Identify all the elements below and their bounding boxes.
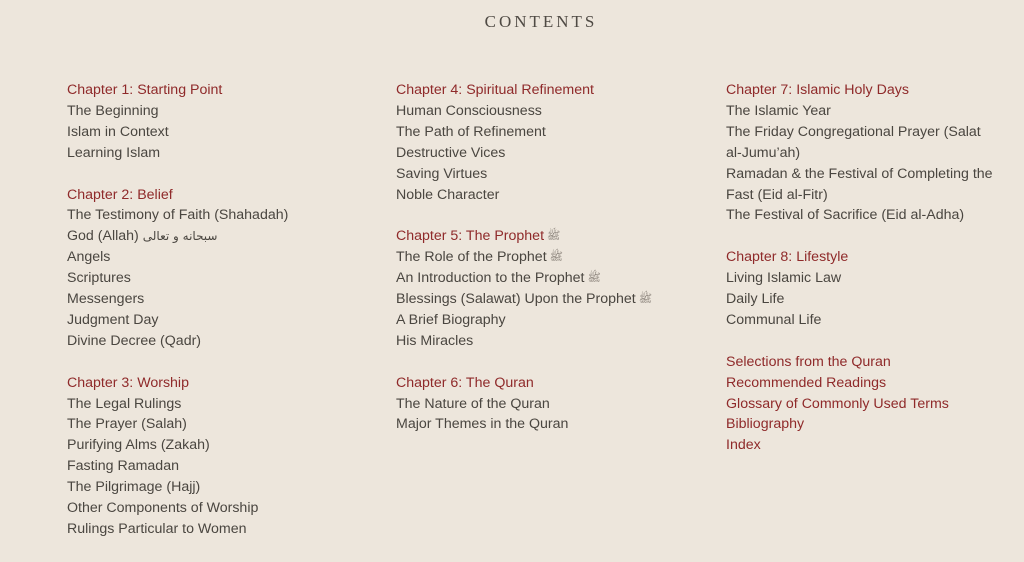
chapter-2-group [67,185,367,352]
toc-item[interactable]: The Path of Refinement [396,123,546,140]
salawat-icon: ﷺ [547,230,561,243]
chapter-1-group [67,80,367,164]
toc-item[interactable]: Rulings Particular to Women [67,521,247,537]
toc-item[interactable]: Saving Virtues [396,165,488,182]
salawat-icon: ﷺ [587,272,601,285]
toc-column-2 [396,80,696,456]
chapter-8-heading[interactable]: Chapter 8: Lifestyle [726,249,849,266]
arabic-honorific: سبحانه و تعالى [142,229,218,244]
toc-item[interactable]: Noble Character [396,186,500,203]
toc-item[interactable]: Purifying Alms (Zakah) [67,437,210,454]
toc-item[interactable]: Judgment Day [67,311,159,328]
chapter-7-heading[interactable]: Chapter 7: Islamic Holy Days [726,82,909,98]
toc-item[interactable] [396,247,696,268]
toc-item[interactable]: Human Consciousness [396,102,542,119]
appendix-link[interactable]: Recommended Readings [726,374,887,391]
page-title: CONTENTS [484,12,598,31]
toc-item[interactable]: The Friday Congregational Prayer (Salat al-Jumu’ah) [726,123,981,161]
toc-item[interactable]: The Nature of the Quran [396,395,550,412]
toc-item-label: The Role of the Prophet [396,249,547,266]
toc-item-label: Blessings (Salawat) Upon the Prophet [396,291,636,308]
appendix-link[interactable]: Selections from the Quran [726,353,891,370]
toc-item[interactable]: The Testimony of Faith (Shahadah) [67,207,289,224]
toc-item[interactable]: Other Components of Worship [67,500,259,517]
chapter-6-group [396,373,696,436]
toc-item[interactable]: The Islamic Year [726,102,831,119]
appendix-link[interactable]: Glossary of Commonly Used Terms [726,395,949,412]
chapter-3-group [67,373,367,540]
toc-item[interactable]: Destructive Vices [396,144,506,161]
toc-item[interactable]: The Festival of Sacrifice (Eid al-Adha) [726,207,965,224]
chapter-5-group [396,226,696,351]
toc-item-label: God (Allah) [67,228,139,245]
toc-item[interactable]: Divine Decree (Qadr) [67,332,202,349]
chapter-4-group [396,80,696,205]
toc-item[interactable]: The Pilgrimage (Hajj) [67,479,201,496]
toc-item[interactable]: A Brief Biography [396,311,506,328]
salawat-icon: ﷺ [549,251,563,264]
chapter-4-heading[interactable]: Chapter 4: Spiritual Refinement [396,82,594,98]
chapter-3-heading[interactable]: Chapter 3: Worship [67,374,189,391]
chapter-7-group [726,80,998,226]
toc-item[interactable]: Major Themes in the Quran [396,416,569,433]
toc-item[interactable]: Learning Islam [67,144,161,161]
toc-item-label: An Introduction to the Prophet [396,270,585,287]
chapter-5-heading-label: Chapter 5: The Prophet [396,228,545,245]
chapter-2-heading[interactable]: Chapter 2: Belief [67,186,173,203]
toc-item[interactable]: The Beginning [67,102,159,119]
toc-column-1 [67,80,367,561]
toc-item[interactable]: Fasting Ramadan [67,458,179,475]
toc-item[interactable]: Daily Life [726,291,785,308]
toc-column-3 [726,80,998,477]
toc-item[interactable]: The Prayer (Salah) [67,416,187,433]
chapter-6-heading[interactable]: Chapter 6: The Quran [396,374,534,391]
toc-item-god[interactable] [67,226,367,247]
toc-item[interactable]: Angels [67,249,111,266]
toc-item[interactable] [396,289,696,310]
toc-item[interactable]: Living Islamic Law [726,270,842,287]
toc-item[interactable]: The Legal Rulings [67,395,182,412]
salawat-icon: ﷺ [638,293,653,306]
toc-item[interactable]: Messengers [67,291,145,308]
chapter-1-heading[interactable]: Chapter 1: Starting Point [67,82,223,98]
toc-item[interactable]: His Miracles [396,332,474,349]
appendix-link[interactable]: Index [726,437,761,454]
toc-item[interactable] [396,268,696,289]
chapter-5-heading[interactable] [396,226,696,247]
toc-item[interactable]: Communal Life [726,311,822,328]
appendix-link[interactable]: Bibliography [726,416,805,433]
toc-item[interactable]: Scriptures [67,270,131,287]
toc-item[interactable]: Islam in Context [67,123,169,140]
appendix-group [726,352,998,457]
toc-item[interactable]: Ramadan & the Festival of Completing the Fast (Eid al-Fitr) [726,165,993,203]
chapter-8-group [726,247,998,331]
